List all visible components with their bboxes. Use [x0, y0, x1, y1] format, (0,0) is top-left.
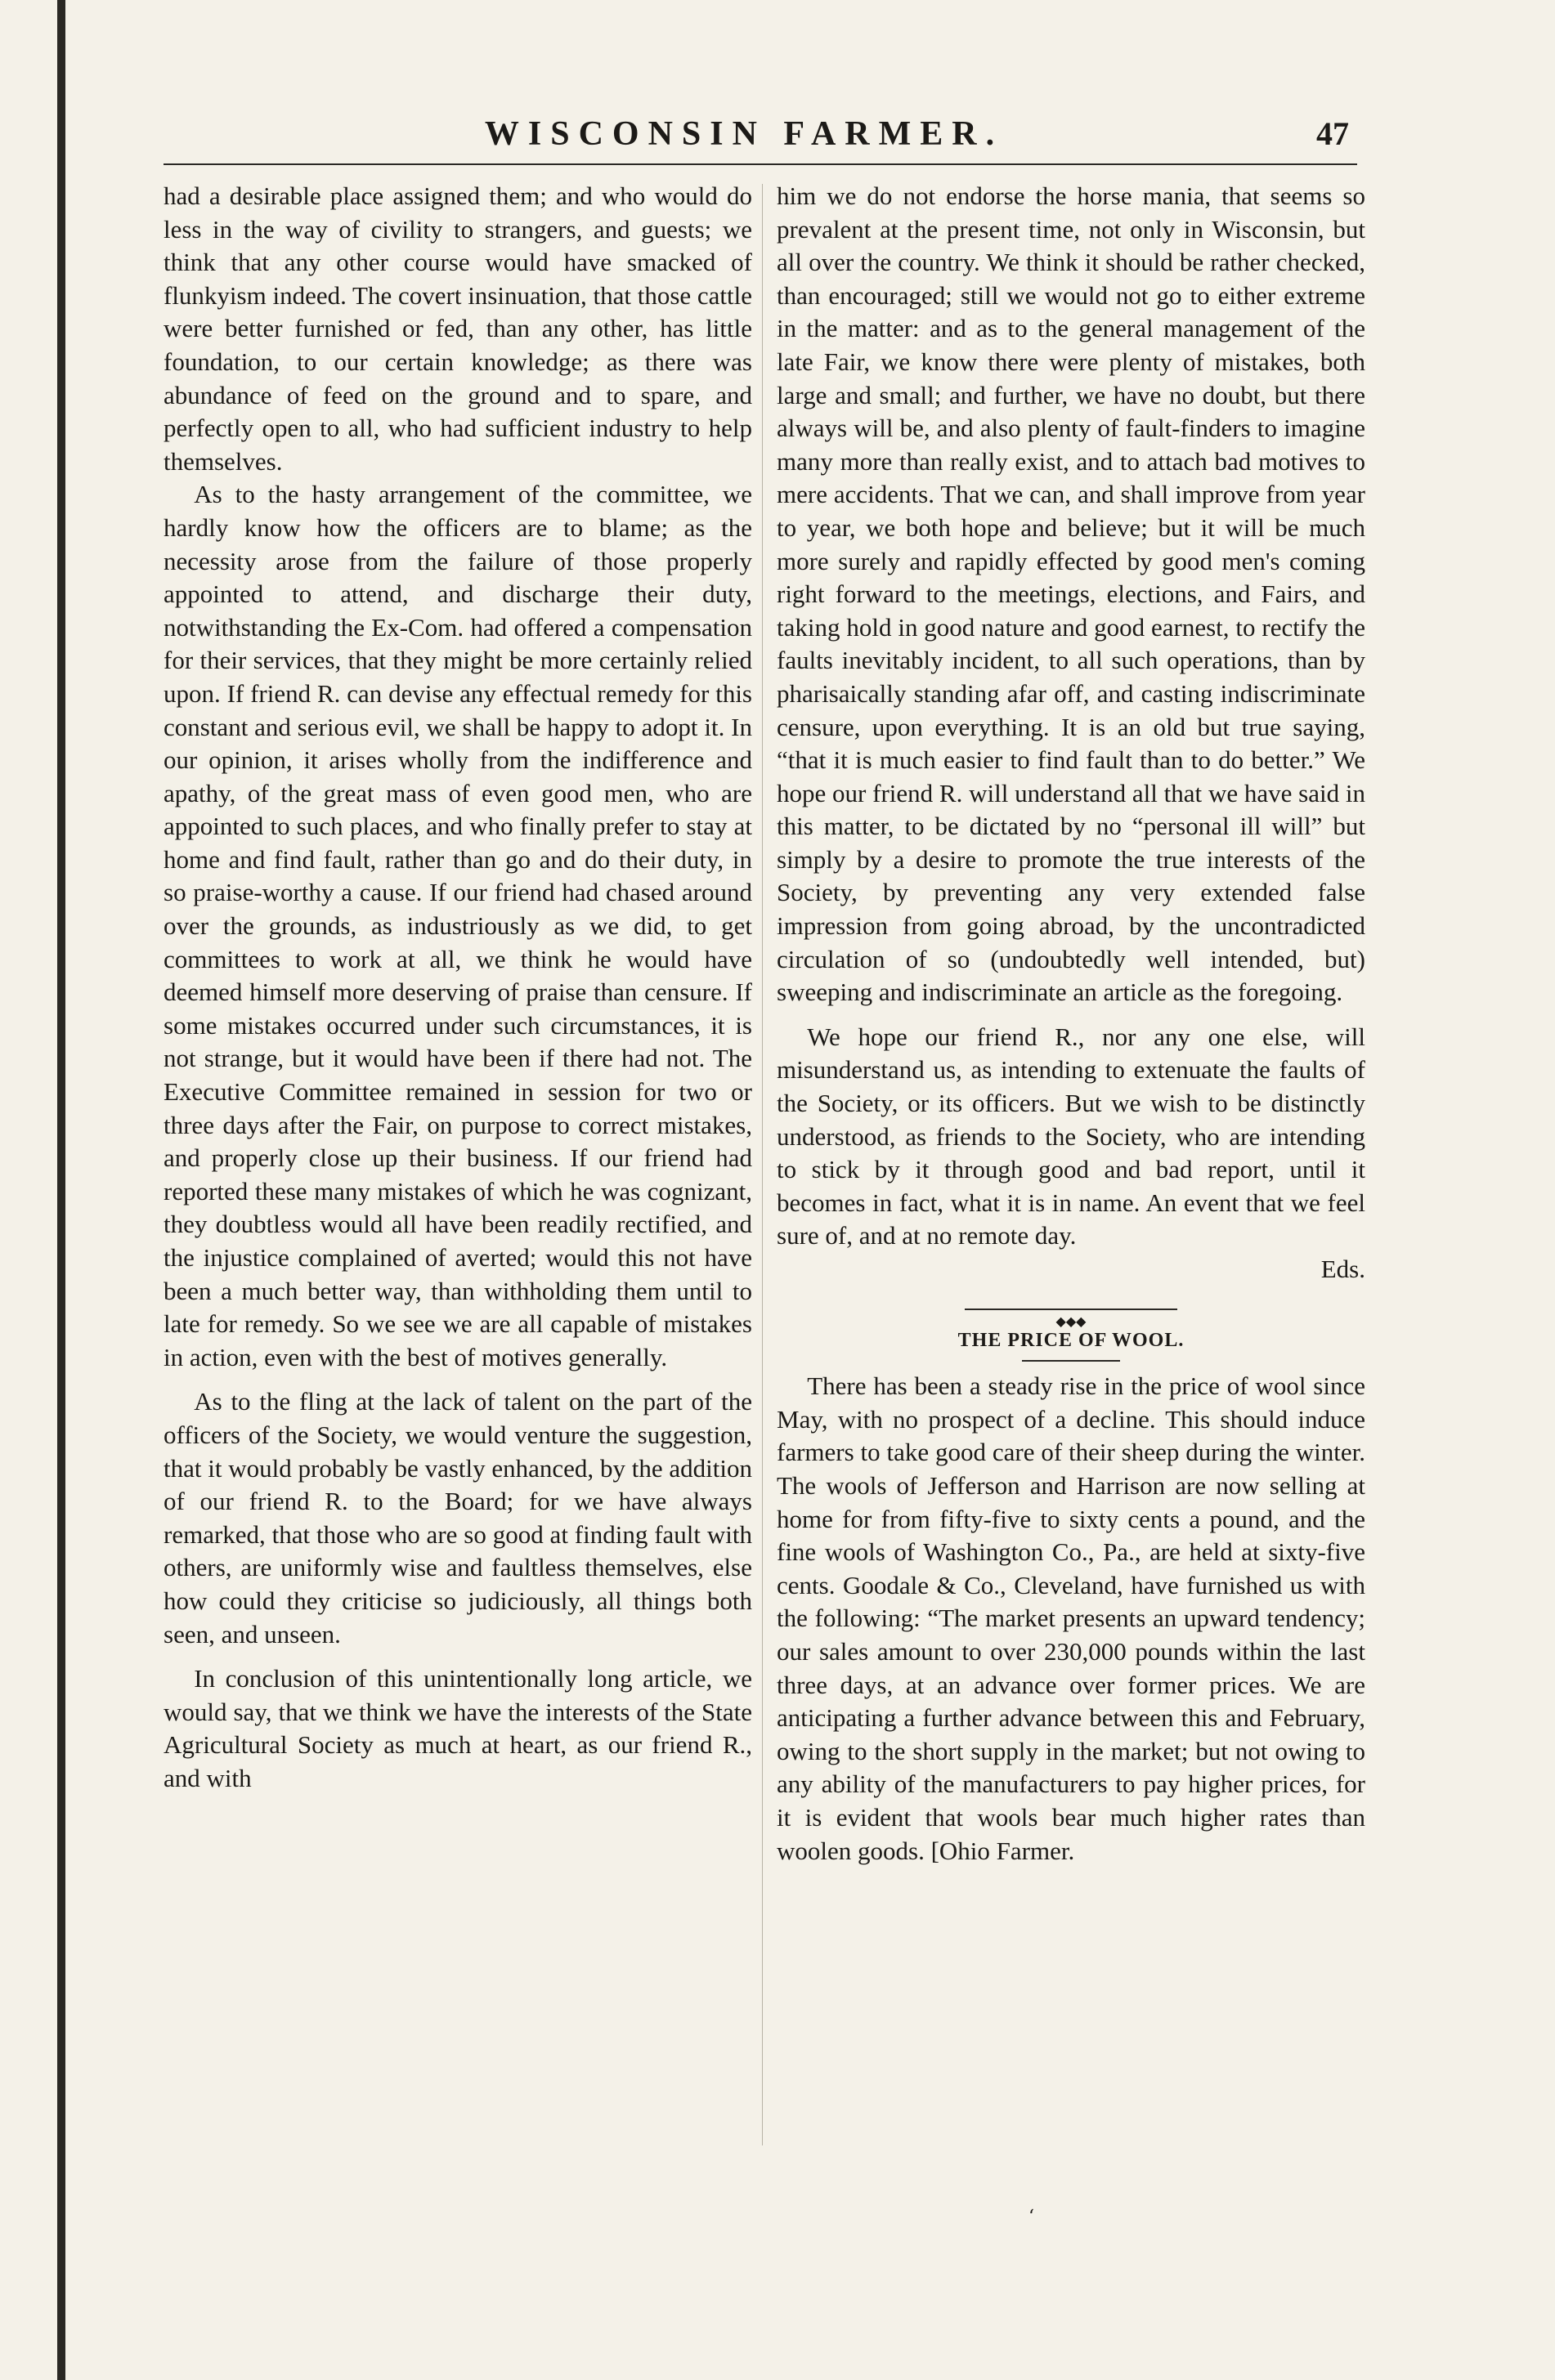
periodical-title: WISCONSIN FARMER.: [484, 115, 1004, 153]
right-paragraph-1: him we do not endorse the horse mania, that seems so prevalent at the present time, not only in Wisconsin, but all over the country. We think it should be rather checked, than encouraged; still we would not go to either extreme in the matter: and as to the general management of the late Fair, we know there were plenty of mistakes, both large and small; and further, we have no doubt, but there always will be, and also plenty of fault-finders to imagine many more than really exist, and to attach bad motives to mere accidents. That we can, and shall improve from year to year, we both hope and believe; but it will be much more surely and rapidly effected by good men's coming right forward to the meetings, elections, and Fairs, and taking hold in good nature and good earnest, to rectify the faults inevitably incident, to all such operations, than by pharisaically standing afar off, and casting indiscriminate censure, upon everything. It is an old but true saying, “that it is much easier to find fault than to do better.” We hope our friend R. will understand all that we have said in this matter, to be dictated by no “personal ill will” but simply by a desire to promote the true interests of the Society, by preventing any very extended false impression from going abroad, by the uncontradicted circulation of so (undoubtedly well intended, but) sweeping and indiscriminate an article as the foregoing.: [777, 181, 1365, 1007]
column-divider: [762, 184, 763, 2145]
page-header: [164, 114, 1349, 163]
left-column: [164, 180, 752, 1796]
left-paragraph-1: had a desirable place assigned them; and who would do less in the way of civility to strangers, and guests; we think that any other course would have smacked of flunkyism indeed. The covert insinuation, that those cattle were better furnished or fed, than any other, has little foundation, to our certain knowledge; as there was abundance of feed on the ground and to spare, and perfectly open to all, who had sufficient industry to help themselves.: [164, 181, 753, 476]
left-paragraph-2: As to the hasty arrangement of the committee, we hardly know how the officers are to blame; as the necessity arose from the failure of those properly appointed to attend, and discharge their duty, notwithstanding the Ex-Com. had offered a compensation for their services, that they might be more certainly relied upon. If friend R. can devise any effectual remedy for this constant and serious evil, we shall be happy to adopt it. In our opinion, it arises wholly from the indifference and apathy, of the great mass of even good men, who are appointed to such places, and who finally prefer to stay at home and find fault, rather than go and do their duty, in so praise-worthy a cause. If our friend had chased around over the grounds, as industriously as we did, to get committees to work at all, we think he would have deemed himself more deserving of praise than censure. If some mistakes occurred under such circumstances, it is not strange, but it would have been if there had not. The Executive Committee remained in session for two or three days after the Fair, on purpose to correct mistakes, and properly close up their business. If our friend had reported these many mistakes of which he was cognizant, they doubtless would all have been readily rectified, and the injustice complained of averted; would this not have been a much better way, than withholding them until to late for remedy. So we see we are all capable of mistakes in action, even with the best of motives generally.: [164, 480, 752, 1371]
separator-ornament: ◆◆◆: [1051, 1315, 1091, 1329]
editors-signoff: Eds.: [1320, 1255, 1365, 1283]
title-rule: [1022, 1360, 1120, 1362]
page-edge-bar: [57, 0, 65, 2380]
left-paragraph-3: As to the fling at the lack of talent on the part of the officers of the Society, we would venture the suggestion, that it would probably be vastly enhanced, by the addition of our friend R. to the Board; for we have always remarked, that those who are so good at finding fault with others, are uniformly wise and faultless themselves, else how could they criticise so judiciously, all things both seen, and unseen.: [164, 1387, 752, 1649]
page-number: 47: [1316, 115, 1349, 152]
wool-article-title: THE PRICE OF WOOL.: [957, 1329, 1185, 1351]
header-rule: [164, 163, 1357, 165]
footer-mark: ‘: [1028, 2207, 1034, 2227]
right-paragraph-2: We hope our friend R., nor any one else, will misunderstand us, as intending to extenuate the faults of the Society, or its officers. But we wish to be distinctly understood, as friends to the Society, who are intending to stick by it through good and bad report, until it becomes in fact, what it is in name. An event that we feel sure of, and at no remote day.: [777, 1022, 1365, 1250]
left-paragraph-4: In conclusion of this unintentionally long article, we would say, that we think we have the interests of the State Agricultural Society as much at heart, as our friend R., and with: [164, 1664, 752, 1792]
right-column: [777, 180, 1365, 1868]
section-separator: [965, 1301, 1177, 1329]
wool-article-body: There has been a steady rise in the price of wool since May, with no prospect of a decline. This should induce farmers to take good care of their sheep during the winter. The wools of Jefferson and Harrison are now selling at home for from fifty-five to sixty cents a pound, and the fine wools of Washington Co., Pa., are held at sixty-five cents. Goodale & Co., Cleveland, have furnished us with the following: “The market presents an upward tendency; our sales amount to over 230,000 pounds within the last three days, at an advance over former prices. We are anticipating a further advance between this and February, owing to the short supply in the market; but not owing to any ability of the manufacturers to pay higher prices, for it is evident that wools bear much higher rates than woolen goods. [Ohio Farmer.: [777, 1371, 1365, 1865]
